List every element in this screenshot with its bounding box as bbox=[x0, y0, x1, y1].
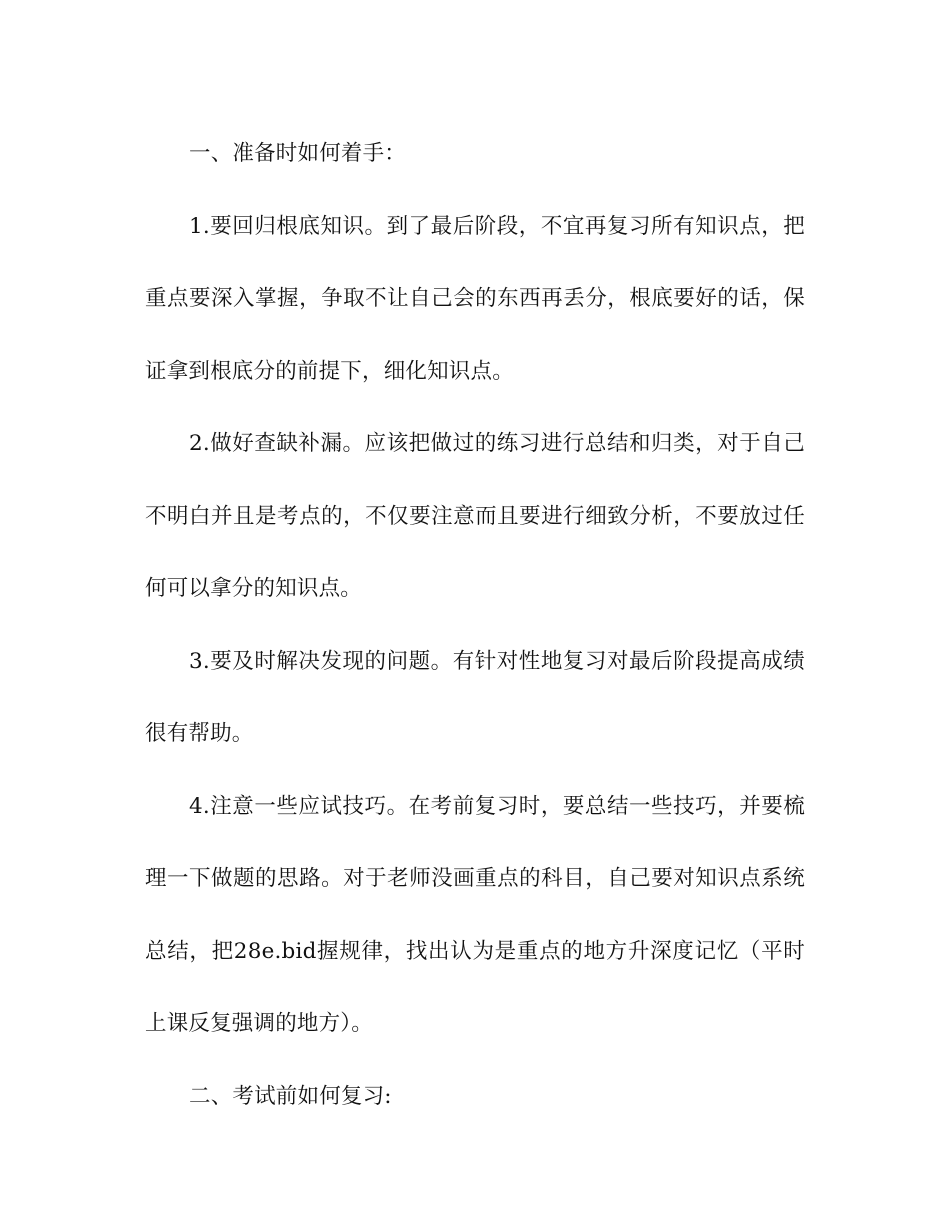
paragraph-item-1: 1.要回归根底知识。到了最后阶段，不宜再复习所有知识点，把重点要深入掌握，争取不让自己会的东西再丢分，根底要好的话，保证拿到根底分的前提下，细化知识点。 bbox=[145, 213, 805, 384]
paragraph-item-2: 2.做好查缺补漏。应该把做过的练习进行总结和归类，对于自己不明白并且是考点的，不仅要注意而且要进行细致分析，不要放过任何可以拿分的知识点。 bbox=[145, 431, 805, 601]
paragraph-item-3: 3.要及时解决发现的问题。有针对性地复习对最后阶段提高成绩很有帮助。 bbox=[145, 648, 805, 746]
section-heading-review: 二、考试前如何复习: bbox=[189, 1083, 392, 1109]
section-heading-prepare: 一、准备时如何着手： bbox=[189, 141, 407, 166]
document-body bbox=[145, 118, 805, 1133]
paragraph-item-4: 4.注意一些应试技巧。在考前复习时，要总结一些技巧，并要梳理一下做题的思路。对于老师没画重点的科目，自己要对知识点系统总结，把28e.bid握规律，找出认为是重点的地方升深度记忆（平时上课反复强调的地方）。 bbox=[145, 793, 805, 1036]
